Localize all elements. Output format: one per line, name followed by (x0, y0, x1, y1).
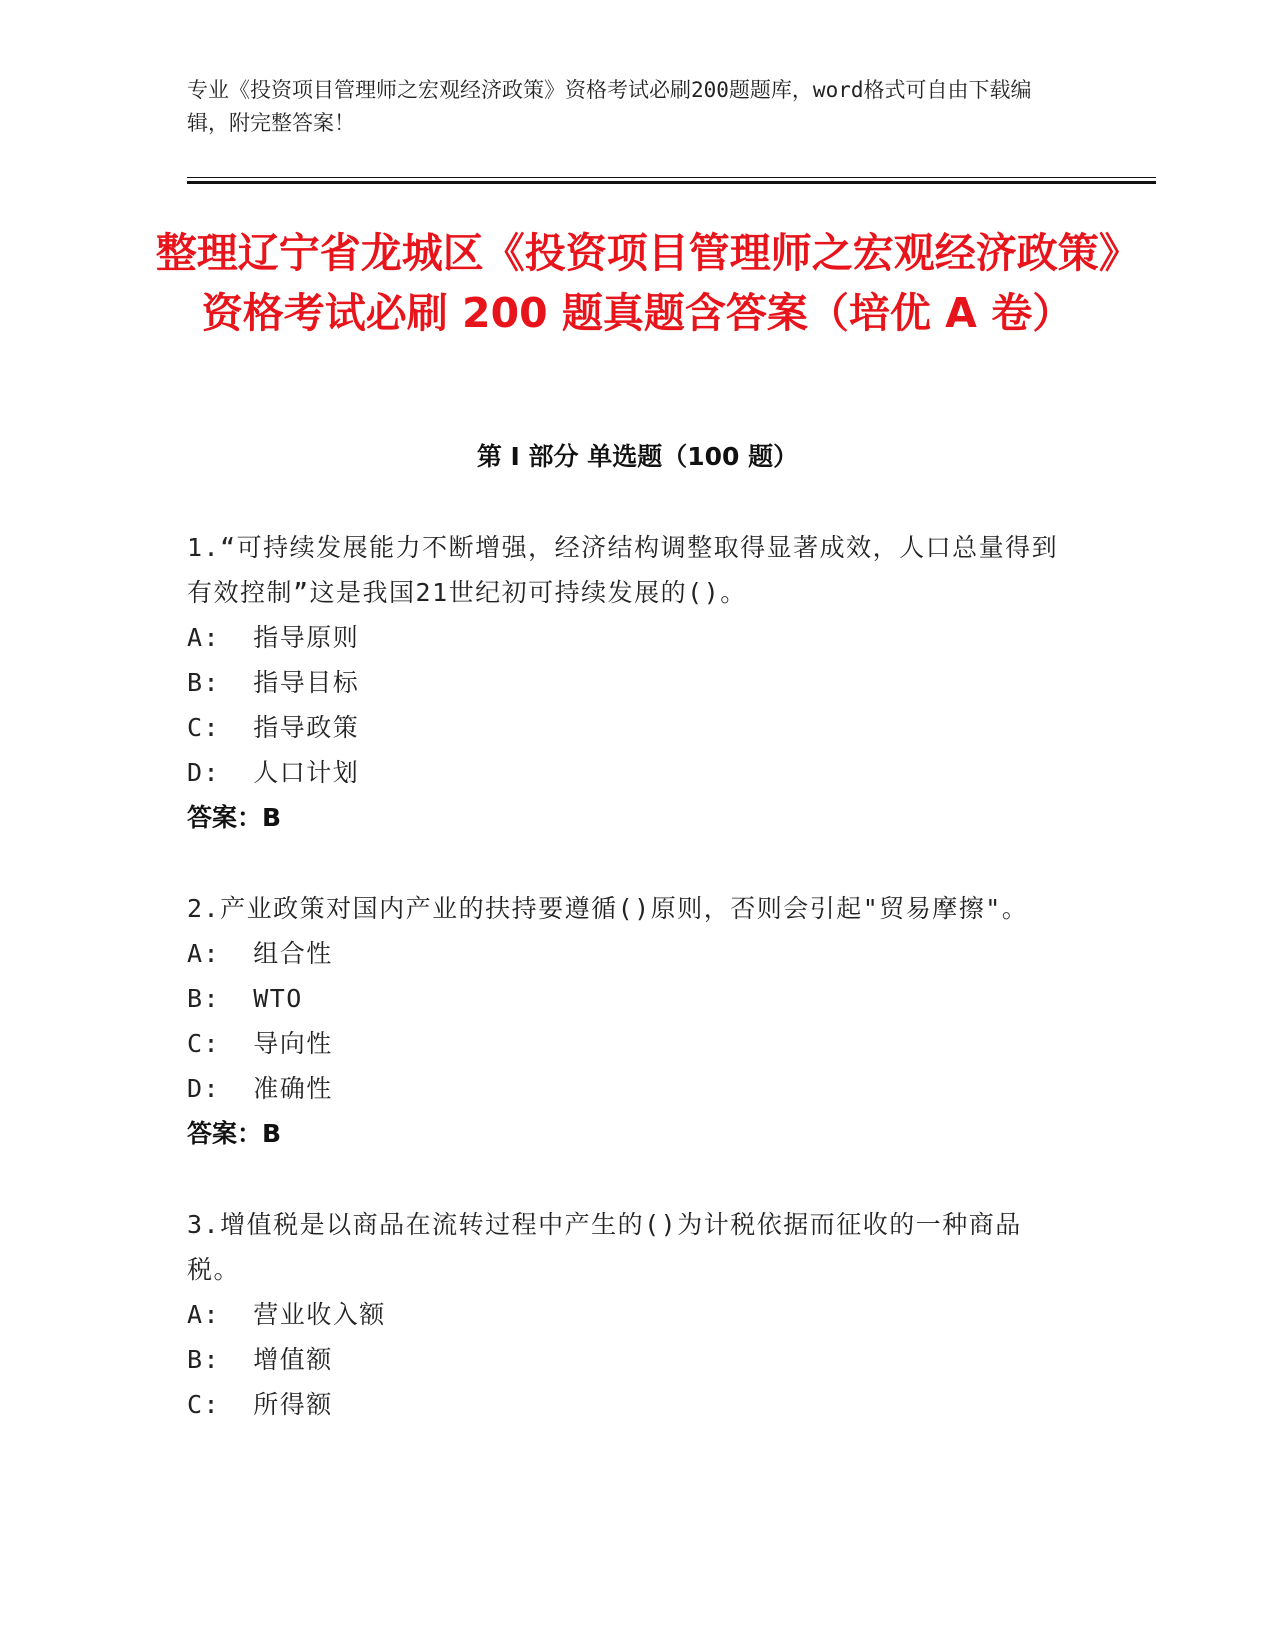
question-3 (187, 1202, 1067, 1427)
document-title: 整理辽宁省龙城区《投资项目管理师之宏观经济政策》资格考试必刷 200 题真题含答案（培优 A 卷） (155, 229, 1120, 337)
answer: 答案：B (187, 803, 282, 832)
question-stem: 3.增值税是以商品在流转过程中产生的()为计税依据而征收的一种商品税。 (187, 1210, 1022, 1284)
header-note: 专业《投资项目管理师之宏观经济政策》资格考试必刷200题题库，word格式可自由下载编辑，附完整答案！ (187, 78, 1032, 135)
option-c: C: 指导政策 (187, 713, 360, 742)
option-b: B: 指导目标 (187, 668, 360, 697)
question-1 (187, 525, 1067, 840)
header-divider-thick (187, 181, 1156, 184)
option-c: C: 所得额 (187, 1390, 333, 1419)
option-a: A: 营业收入额 (187, 1300, 386, 1329)
option-a: A: 组合性 (187, 939, 333, 968)
option-b: B: WTO (187, 984, 303, 1013)
question-stem: 2.产业政策对国内产业的扶持要遵循()原则，否则会引起"贸易摩擦"。 (187, 894, 1029, 923)
question-2 (187, 886, 1067, 1156)
option-a: A: 指导原则 (187, 623, 360, 652)
option-d: D: 人口计划 (187, 758, 360, 787)
header-divider-thin (187, 177, 1156, 178)
question-list (187, 525, 1067, 1473)
option-c: C: 导向性 (187, 1029, 333, 1058)
section-heading: 第 I 部分 单选题（100 题） (476, 442, 799, 471)
answer: 答案：B (187, 1119, 282, 1148)
option-d: D: 准确性 (187, 1074, 333, 1103)
question-stem: 1.“可持续发展能力不断增强，经济结构调整取得显著成效，人口总量得到有效控制”这是我国21世纪初可持续发展的()。 (187, 533, 1059, 607)
option-b: B: 增值额 (187, 1345, 333, 1374)
